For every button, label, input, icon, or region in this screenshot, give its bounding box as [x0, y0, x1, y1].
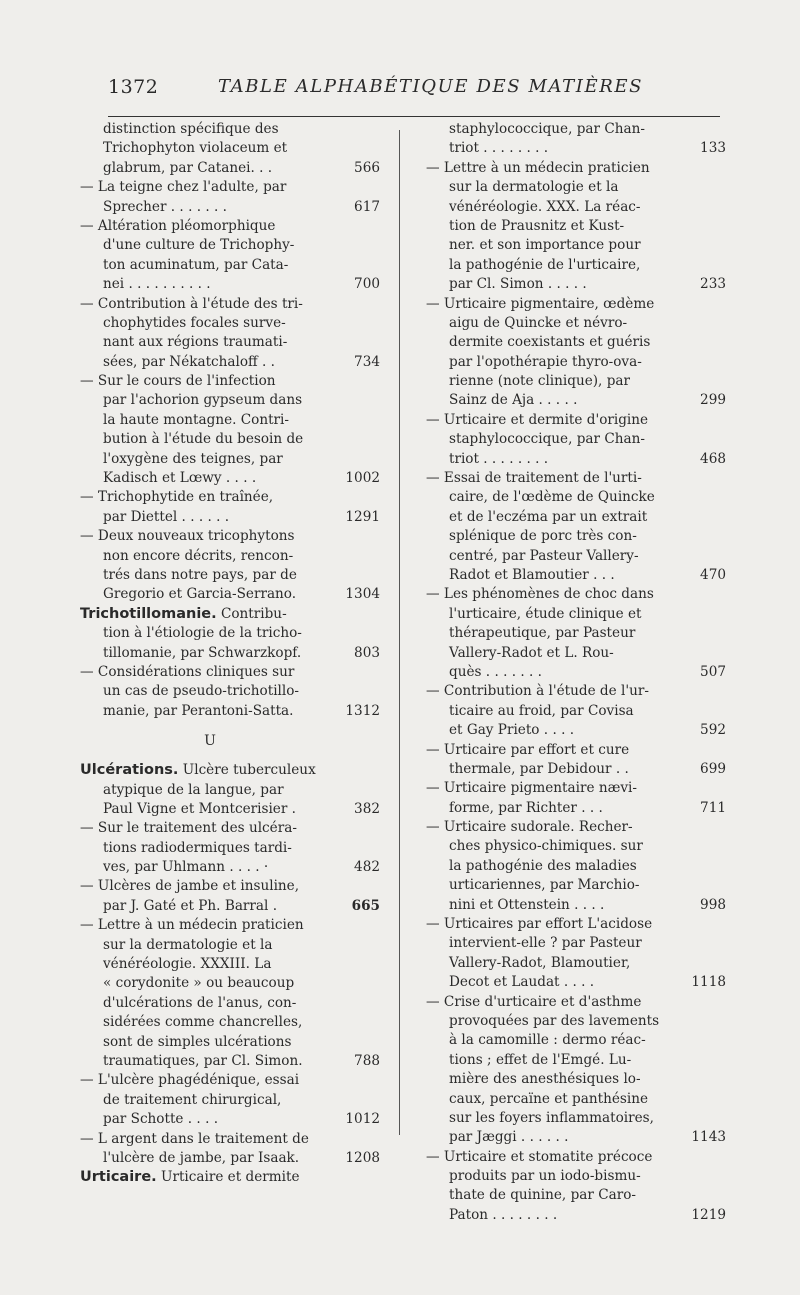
entry-line: l'urticaire, étude clinique et: [449, 605, 642, 622]
page-reference: 1304: [345, 586, 380, 603]
column-divider: [399, 130, 400, 1135]
entry-line: triot . . . . . . . .: [449, 140, 549, 157]
index-entry: [80, 372, 380, 488]
index-entry: [80, 761, 380, 819]
page-reference: 665: [351, 897, 380, 914]
entry-line: Kadisch et Lœwy . . . .: [103, 470, 257, 487]
section-letter: U: [204, 733, 216, 750]
entry-line: l'oxygène des teignes, par: [103, 450, 283, 467]
entry-line: triot . . . . . . . .: [449, 450, 549, 467]
entry-line: mière des anesthésiques lo-: [449, 1071, 641, 1088]
entry-line: non encore décrits, rencon-: [103, 547, 294, 564]
entry-line: la haute montagne. Contri-: [103, 411, 289, 428]
entry-line: — Lettre à un médecin praticien: [426, 159, 650, 176]
index-entry: [80, 819, 380, 877]
left-column: [80, 120, 380, 1188]
entry-headword: Trichotillomanie.: [80, 605, 217, 622]
entry-line: sur les foyers inflammatoires,: [449, 1109, 654, 1126]
page-header: [108, 76, 718, 102]
index-entry: [80, 120, 380, 178]
entry-line: d'une culture de Trichophy-: [103, 237, 295, 254]
entry-line: Vallery-Radot et L. Rou-: [449, 644, 614, 661]
entry-line: — Urticaire pigmentaire nævi-: [426, 780, 637, 797]
page-reference: 734: [354, 353, 380, 370]
entry-line: — Urticaire pigmentaire, œdème: [426, 295, 655, 312]
entry-line: ches physico-chimiques. sur: [449, 838, 643, 855]
entry-line: — La teigne chez l'adulte, par: [80, 179, 287, 196]
entry-line: produits par un iodo-bismu-: [449, 1168, 641, 1185]
entry-line: ner. et son importance pour: [449, 237, 641, 254]
entry-line: — Sur le cours de l'infection: [80, 373, 276, 390]
entry-line: Sprecher . . . . . . .: [103, 198, 227, 215]
entry-line: ton acuminatum, par Cata-: [103, 256, 289, 273]
page-reference: 699: [700, 760, 726, 777]
index-entry: [80, 1071, 380, 1129]
entry-line: Paton . . . . . . . .: [449, 1206, 558, 1223]
index-entry: [426, 741, 726, 780]
index-entry: [80, 527, 380, 605]
page-reference: 803: [354, 644, 380, 661]
entry-line: bution à l'étude du besoin de: [103, 431, 304, 448]
entry-line: Ulcère tuberculeux: [178, 762, 316, 779]
entry-line: — Deux nouveaux tricophytons: [80, 528, 295, 545]
entry-line: par Diettel . . . . . .: [103, 508, 230, 525]
page-reference: 507: [700, 663, 726, 680]
page-number: 1372: [108, 76, 159, 98]
entry-line: provoquées par des lavements: [449, 1012, 660, 1029]
entry-line: tion de Prausnitz et Kust-: [449, 217, 625, 234]
entry-line: aigu de Quincke et névro-: [449, 314, 628, 331]
page-reference: 1208: [345, 1149, 380, 1166]
page-reference: 468: [700, 450, 726, 467]
entry-line: thermale, par Debidour . .: [449, 760, 629, 777]
entry-line: traumatiques, par Cl. Simon.: [103, 1052, 303, 1069]
entry-line: Sainz de Aja . . . . .: [449, 392, 578, 409]
entry-line: par Cl. Simon . . . . .: [449, 276, 587, 293]
entry-line: distinction spécifique des: [103, 121, 279, 137]
index-entry: [426, 1148, 726, 1226]
entry-line: par J. Gaté et Ph. Barral .: [103, 897, 278, 914]
entry-line: « corydonite » ou beaucoup: [103, 975, 295, 992]
entry-line: staphylococcique, par Chan-: [449, 121, 645, 137]
entry-line: vénéréologie. XXXIII. La: [103, 956, 272, 973]
index-entry: [80, 663, 380, 721]
index-entry: [426, 120, 726, 159]
entry-line: nei . . . . . . . . . .: [103, 276, 211, 293]
entry-line: sont de simples ulcérations: [103, 1033, 292, 1050]
page-reference: 700: [354, 276, 380, 293]
entry-line: — Contribution à l'étude des tri-: [80, 295, 303, 312]
entry-line: par Jæggi . . . . . .: [449, 1129, 569, 1146]
entry-line: chophytides focales surve-: [103, 314, 286, 331]
entry-line: — Urticaire et dermite d'origine: [426, 411, 649, 428]
index-entry: [426, 411, 726, 469]
page-reference: 1118: [691, 974, 726, 991]
entry-line: à la camomille : dermo réac-: [449, 1032, 646, 1049]
entry-line: — Trichophytide en traînée,: [80, 489, 274, 506]
entry-line: — Urticaires par effort L'acidose: [426, 916, 653, 933]
page-reference: 592: [700, 722, 726, 739]
entry-line: — Essai de traitement de l'urti-: [426, 470, 642, 487]
entry-line: — Ulcères de jambe et insuline,: [80, 878, 300, 895]
page-reference: 1143: [691, 1129, 726, 1146]
entry-line: Urticaire et dermite: [156, 1169, 300, 1186]
index-entry: [426, 295, 726, 411]
page-reference: 788: [354, 1052, 380, 1069]
index-entry: [80, 916, 380, 1071]
entry-line: splénique de porc très con-: [449, 528, 637, 545]
index-entry: [426, 993, 726, 1148]
page-reference: 382: [354, 800, 380, 817]
entry-line: dermite coexistants et guéris: [449, 334, 651, 351]
index-entry: [426, 585, 726, 682]
page-reference: 1312: [345, 702, 380, 719]
entry-line: caire, de l'œdème de Quincke: [449, 489, 655, 506]
entry-line: — Les phénomènes de choc dans: [426, 586, 654, 603]
entry-line: vénéréologie. XXX. La réac-: [449, 198, 641, 215]
entry-line: — Urticaire sudorale. Recher-: [426, 819, 633, 836]
entry-line: — L argent dans le traitement de: [80, 1130, 309, 1147]
entry-line: et de l'eczéma par un extrait: [449, 508, 648, 525]
entry-line: Decot et Laudat . . . .: [449, 974, 595, 991]
index-entry: [426, 818, 726, 915]
entry-line: Radot et Blamoutier . . .: [449, 566, 615, 583]
entry-line: ves, par Uhlmann . . . . ·: [103, 859, 269, 876]
index-entry: [80, 877, 380, 916]
index-entry: [80, 488, 380, 527]
entry-line: atypique de la langue, par: [103, 781, 284, 798]
entry-line: trés dans notre pays, par de: [103, 566, 297, 583]
page-reference: 133: [700, 140, 726, 157]
entry-line: tions radiodermiques tardi-: [103, 839, 292, 856]
index-entry: [80, 1130, 380, 1169]
entry-headword: Urticaire.: [80, 1169, 157, 1186]
index-entry: [426, 469, 726, 585]
entry-line: rienne (note clinique), par: [449, 373, 630, 390]
entry-line: caux, percaïne et panthésine: [449, 1090, 648, 1107]
page-reference: 1012: [345, 1111, 380, 1128]
index-entry: [80, 605, 380, 663]
entry-line: intervient-elle ? par Pasteur: [449, 935, 642, 952]
entry-headword: Ulcérations.: [80, 762, 179, 779]
entry-line: quès . . . . . . .: [449, 663, 542, 680]
entry-line: l'ulcère de jambe, par Isaak.: [103, 1149, 300, 1166]
header-rule: [108, 116, 720, 117]
index-entry: [80, 1168, 380, 1187]
entry-line: nini et Ottenstein . . . .: [449, 896, 605, 913]
index-entry: [426, 915, 726, 993]
page-reference: 617: [354, 198, 380, 215]
entry-line: d'ulcérations de l'anus, con-: [103, 994, 297, 1011]
index-entry: [80, 178, 380, 217]
index-entry: [80, 295, 380, 373]
index-entry: [426, 682, 726, 740]
entry-line: — L'ulcère phagédénique, essai: [80, 1072, 300, 1089]
index-entry: [426, 779, 726, 818]
page-reference: 1291: [345, 508, 380, 525]
entry-line: — Sur le traitement des ulcéra-: [80, 820, 297, 837]
entry-line: centré, par Pasteur Vallery-: [449, 547, 639, 564]
right-column: [426, 120, 726, 1225]
entry-line: thate de quinine, par Caro-: [449, 1187, 636, 1204]
entry-line: — Urticaire et stomatite précoce: [426, 1148, 653, 1165]
entry-line: — Contribution à l'étude de l'ur-: [426, 683, 649, 700]
page-reference: 711: [700, 799, 726, 816]
entry-line: et Gay Prieto . . . .: [449, 722, 575, 739]
page-reference: 299: [700, 392, 726, 409]
entry-line: par Schotte . . . .: [103, 1111, 219, 1128]
entry-line: la pathogénie des maladies: [449, 857, 637, 874]
entry-line: Paul Vigne et Montcerisier .: [103, 800, 296, 817]
entry-line: staphylococcique, par Chan-: [449, 431, 645, 448]
entry-line: tions ; effet de l'Emgé. Lu-: [449, 1051, 632, 1068]
entry-line: sur la dermatologie et la: [449, 179, 619, 196]
entry-line: — Altération pléomorphique: [80, 217, 276, 234]
entry-line: la pathogénie de l'urticaire,: [449, 256, 641, 273]
page-reference: 482: [354, 859, 380, 876]
entry-line: — Lettre à un médecin praticien: [80, 917, 304, 934]
page-reference: 566: [354, 159, 380, 176]
entry-line: par l'opothérapie thyro-ova-: [449, 353, 642, 370]
entry-line: Gregorio et Garcia-Serrano.: [103, 586, 297, 603]
running-title: TABLE ALPHABÉTIQUE DES MATIÈRES: [218, 76, 644, 97]
index-entry: [80, 217, 380, 295]
entry-line: nant aux régions traumati-: [103, 334, 288, 351]
entry-line: tion à l'étiologie de la tricho-: [103, 625, 302, 642]
entry-line: — Crise d'urticaire et d'asthme: [426, 993, 642, 1010]
entry-line: sur la dermatologie et la: [103, 936, 273, 953]
page-reference: 470: [700, 566, 726, 583]
entry-line: thérapeutique, par Pasteur: [449, 625, 636, 642]
page-reference: 998: [700, 896, 726, 913]
entry-line: manie, par Perantoni-Satta.: [103, 702, 294, 719]
page-reference: 1219: [691, 1206, 726, 1223]
entry-line: sidérées comme chancrelles,: [103, 1014, 303, 1031]
entry-line: sées, par Nékatchaloff . .: [103, 353, 275, 370]
entry-line: Contribu-: [216, 605, 287, 622]
entry-line: par l'achorion gypseum dans: [103, 392, 303, 409]
page-reference: 1002: [345, 470, 380, 487]
entry-line: tillomanie, par Schwarzkopf.: [103, 644, 302, 661]
entry-line: Trichophyton violaceum et: [103, 140, 288, 157]
entry-line: Vallery-Radot, Blamoutier,: [449, 954, 631, 971]
entry-line: ticaire au froid, par Covisa: [449, 702, 634, 719]
entry-line: — Considérations cliniques sur: [80, 663, 295, 680]
index-entry: [426, 159, 726, 295]
page-reference: 233: [700, 276, 726, 293]
entry-line: — Urticaire par effort et cure: [426, 741, 630, 758]
entry-line: urticariennes, par Marchio-: [449, 877, 640, 894]
entry-line: forme, par Richter . . .: [449, 799, 603, 816]
entry-line: un cas de pseudo-trichotillo-: [103, 683, 300, 700]
entry-line: de traitement chirurgical,: [103, 1091, 282, 1108]
entry-line: glabrum, par Catanei. . .: [103, 159, 273, 176]
